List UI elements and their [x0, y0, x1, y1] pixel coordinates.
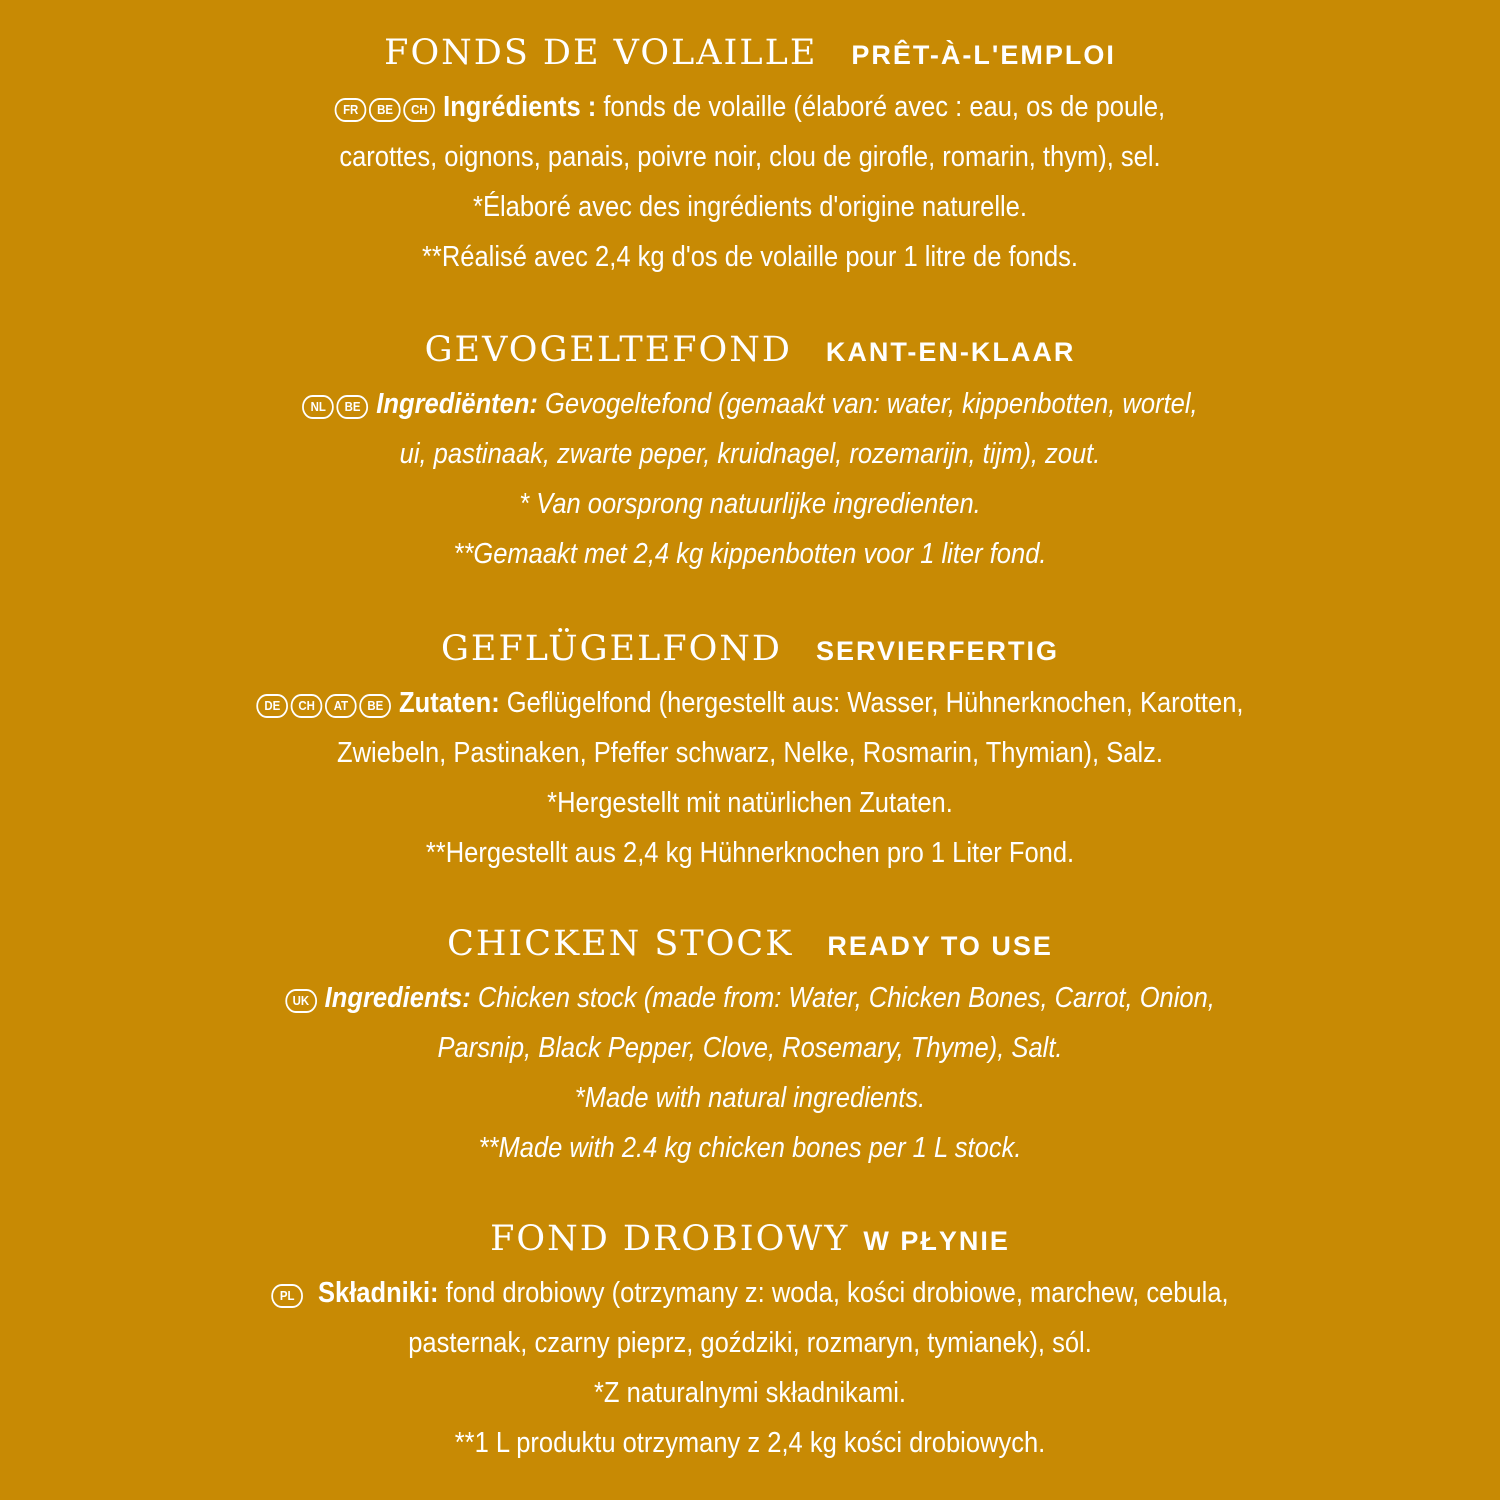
footnote-1: *Z naturalnymi składnikami. — [593, 1377, 907, 1409]
ingredients-line-1 — [90, 973, 1410, 1023]
footnote-2: **1 L produktu otrzymany z 2,4 kg kości drobiowych. — [454, 1427, 1046, 1459]
product-descriptor: SERVIERFERTIG — [816, 636, 1060, 666]
country-badge-nl: NL — [302, 395, 334, 419]
section-fr — [0, 33, 1500, 282]
footnote-2: **Hergestellt aus 2,4 kg Hühnerknochen pro 1 Liter Fond. — [425, 837, 1075, 869]
section-heading — [0, 330, 1500, 379]
section-heading — [0, 33, 1500, 82]
footnote-1: * Van oorsprong natuurlijke ingredienten. — [519, 488, 981, 520]
ingredients-label: Ingredients: — [324, 982, 471, 1014]
section-uk — [0, 924, 1500, 1173]
footnote-1: *Élaboré avec des ingrédients d'origine naturelle. — [473, 191, 1027, 223]
product-descriptor: PRÊT-À-L'EMPLOI — [851, 40, 1116, 70]
section-nl — [0, 330, 1500, 579]
footnote-2: **Gemaakt met 2,4 kg kippenbotten voor 1 liter fond. — [453, 538, 1047, 570]
country-badge-de: DE — [256, 694, 288, 718]
country-badge-pl: PL — [271, 1284, 303, 1308]
ingredients-text: fond drobiowy (otrzymany z: woda, kości drobiowe, marchew, cebula, — [438, 1277, 1229, 1309]
ingredients-line-2: Parsnip, Black Pepper, Clove, Rosemary, Thyme), Salt. — [437, 1032, 1063, 1064]
product-name: FONDS DE VOLAILLE — [384, 33, 818, 73]
footnote-2: **Réalisé avec 2,4 kg d'os de volaille pour 1 litre de fonds. — [421, 241, 1079, 273]
ingredients-line-1 — [90, 678, 1410, 728]
ingredients-label: Ingrediënten: — [376, 388, 538, 420]
product-name: FOND DROBIOWY — [490, 1219, 850, 1259]
footnote-2: **Made with 2.4 kg chicken bones per 1 L stock. — [478, 1132, 1022, 1164]
country-badge-ch: CH — [291, 694, 323, 718]
section-heading — [0, 629, 1500, 678]
ingredients-label: Ingrédients : — [443, 91, 597, 123]
country-badges — [302, 380, 371, 430]
product-descriptor: KANT-EN-KLAAR — [825, 337, 1076, 367]
ingredients-label: Zutaten: — [399, 687, 500, 719]
country-badge-be: BE — [359, 694, 391, 718]
ingredients-text: Gevogeltefond (gemaakt van: water, kippenbotten, wortel, — [537, 388, 1198, 420]
product-descriptor: W PŁYNIE — [863, 1226, 1010, 1256]
footnote-1: *Hergestellt mit natürlichen Zutaten. — [547, 787, 953, 819]
product-name: GEVOGELTEFOND — [424, 330, 792, 370]
ingredients-line-2: ui, pastinaak, zwarte peper, kruidnagel, rozemarijn, tijm), zout. — [399, 438, 1101, 470]
product-name: GEFLÜGELFOND — [440, 629, 782, 669]
product-descriptor: READY TO USE — [827, 931, 1053, 961]
country-badge-be: BE — [337, 395, 369, 419]
country-badges — [271, 1269, 305, 1319]
country-badge-fr: FR — [335, 98, 367, 122]
country-badges — [256, 679, 393, 729]
ingredients-label: Składniki: — [318, 1277, 439, 1309]
section-heading — [0, 924, 1500, 973]
ingredients-line-2: carottes, oignons, panais, poivre noir, clou de girofle, romarin, thym), sel. — [339, 141, 1161, 173]
product-name: CHICKEN STOCK — [447, 924, 794, 964]
ingredients-line-2: Zwiebeln, Pastinaken, Pfeffer schwarz, Nelke, Rosmarin, Thymian), Salz. — [337, 737, 1163, 769]
section-heading — [0, 1219, 1500, 1268]
country-badge-at: AT — [325, 694, 357, 718]
ingredients-line-1 — [90, 82, 1410, 132]
ingredients-line-1 — [90, 379, 1410, 429]
ingredients-text: fonds de volaille (élaboré avec : eau, os de poule, — [596, 91, 1166, 123]
ingredients-text: Geflügelfond (hergestellt aus: Wasser, Hühnerknochen, Karotten, — [499, 687, 1244, 719]
country-badge-be: BE — [369, 98, 401, 122]
ingredients-line-2: pasternak, czarny pieprz, goździki, rozmaryn, tymianek), sól. — [408, 1327, 1092, 1359]
ingredients-line-1 — [90, 1268, 1410, 1318]
country-badge-ch: CH — [404, 98, 436, 122]
section-de — [0, 629, 1500, 878]
country-badge-uk: UK — [285, 989, 317, 1013]
section-pl — [0, 1219, 1500, 1468]
country-badges — [335, 83, 438, 133]
footnote-1: *Made with natural ingredients. — [574, 1082, 926, 1114]
ingredients-text: Chicken stock (made from: Water, Chicken Bones, Carrot, Onion, — [470, 982, 1215, 1014]
country-badges — [285, 974, 319, 1024]
